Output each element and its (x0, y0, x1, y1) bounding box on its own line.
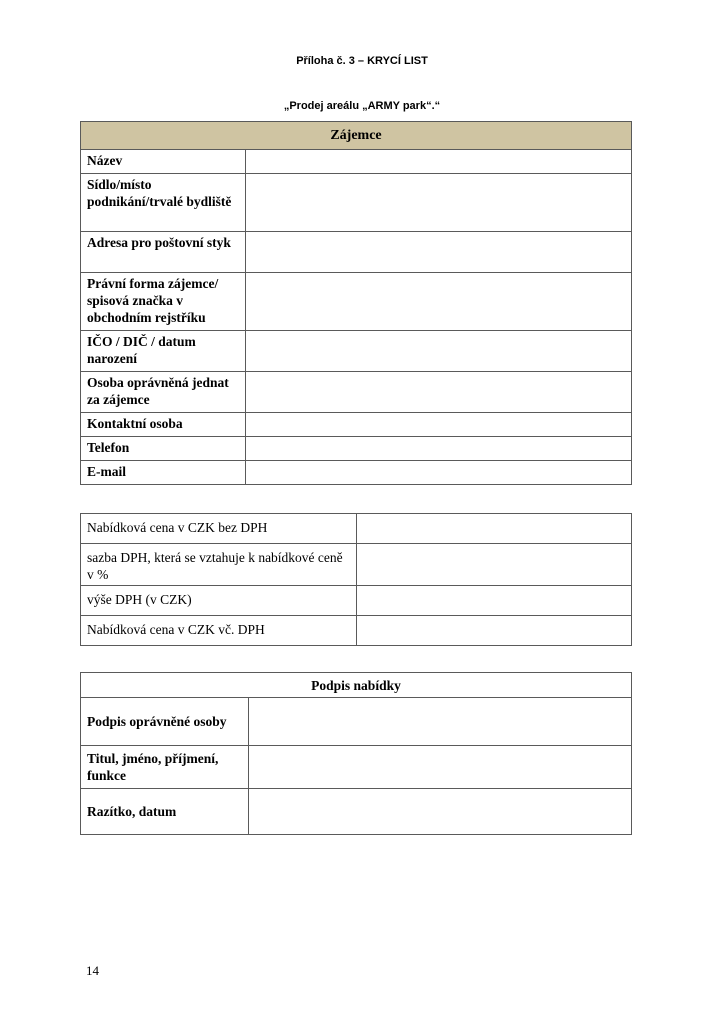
applicant-label-address: Sídlo/místo podnikání/trvalé bydliště (81, 174, 246, 232)
price-table (80, 513, 632, 646)
price-value-with-vat[interactable] (357, 616, 632, 646)
applicant-label-postal-address: Adresa pro poštovní styk (81, 232, 246, 273)
page-number: 14 (86, 963, 99, 978)
signature-value-stamp-date[interactable] (249, 789, 632, 835)
price-label-vat-amount: výše DPH (v CZK) (81, 586, 357, 616)
applicant-label-name: Název (81, 150, 246, 174)
applicant-value-authorized-person[interactable] (246, 372, 632, 413)
price-value-vat-rate[interactable] (357, 544, 632, 586)
signature-label-stamp-date: Razítko, datum (81, 789, 249, 835)
price-label-with-vat: Nabídková cena v CZK vč. DPH (81, 616, 357, 646)
applicant-value-phone[interactable] (246, 437, 632, 461)
applicant-label-ico-dic: IČO / DIČ / datum narození (81, 331, 246, 372)
signature-label-title-name: Titul, jméno, příjmení, funkce (81, 746, 249, 789)
signature-label-authorized-signature: Podpis oprávněné osoby (81, 698, 249, 746)
applicant-value-address[interactable] (246, 174, 632, 232)
applicant-table (80, 121, 632, 485)
applicant-value-ico-dic[interactable] (246, 331, 632, 372)
signature-value-title-name[interactable] (249, 746, 632, 789)
applicant-value-email[interactable] (246, 461, 632, 485)
document-title: Příloha č. 3 – KRYCÍ LIST (296, 55, 428, 67)
price-label-without-vat: Nabídková cena v CZK bez DPH (81, 514, 357, 544)
applicant-label-legal-form: Právní forma zájemce/ spisová značka v obchodním rejstříku (81, 273, 246, 331)
price-label-vat-rate: sazba DPH, která se vztahuje k nabídkové ceně v % (81, 544, 357, 586)
price-value-without-vat[interactable] (357, 514, 632, 544)
signature-value-authorized-signature[interactable] (249, 698, 632, 746)
applicant-value-postal-address[interactable] (246, 232, 632, 273)
price-value-vat-amount[interactable] (357, 586, 632, 616)
document-subtitle: „Prodej areálu „ARMY park“.“ (283, 100, 441, 112)
applicant-label-contact-person: Kontaktní osoba (81, 413, 246, 437)
applicant-value-contact-person[interactable] (246, 413, 632, 437)
applicant-label-authorized-person: Osoba oprávněná jednat za zájemce (81, 372, 246, 413)
signature-table (80, 672, 632, 835)
applicant-value-legal-form[interactable] (246, 273, 632, 331)
applicant-label-phone: Telefon (81, 437, 246, 461)
signature-table-heading: Podpis nabídky (81, 673, 632, 698)
applicant-value-name[interactable] (246, 150, 632, 174)
applicant-label-email: E-mail (81, 461, 246, 485)
applicant-table-heading: Zájemce (81, 122, 632, 150)
